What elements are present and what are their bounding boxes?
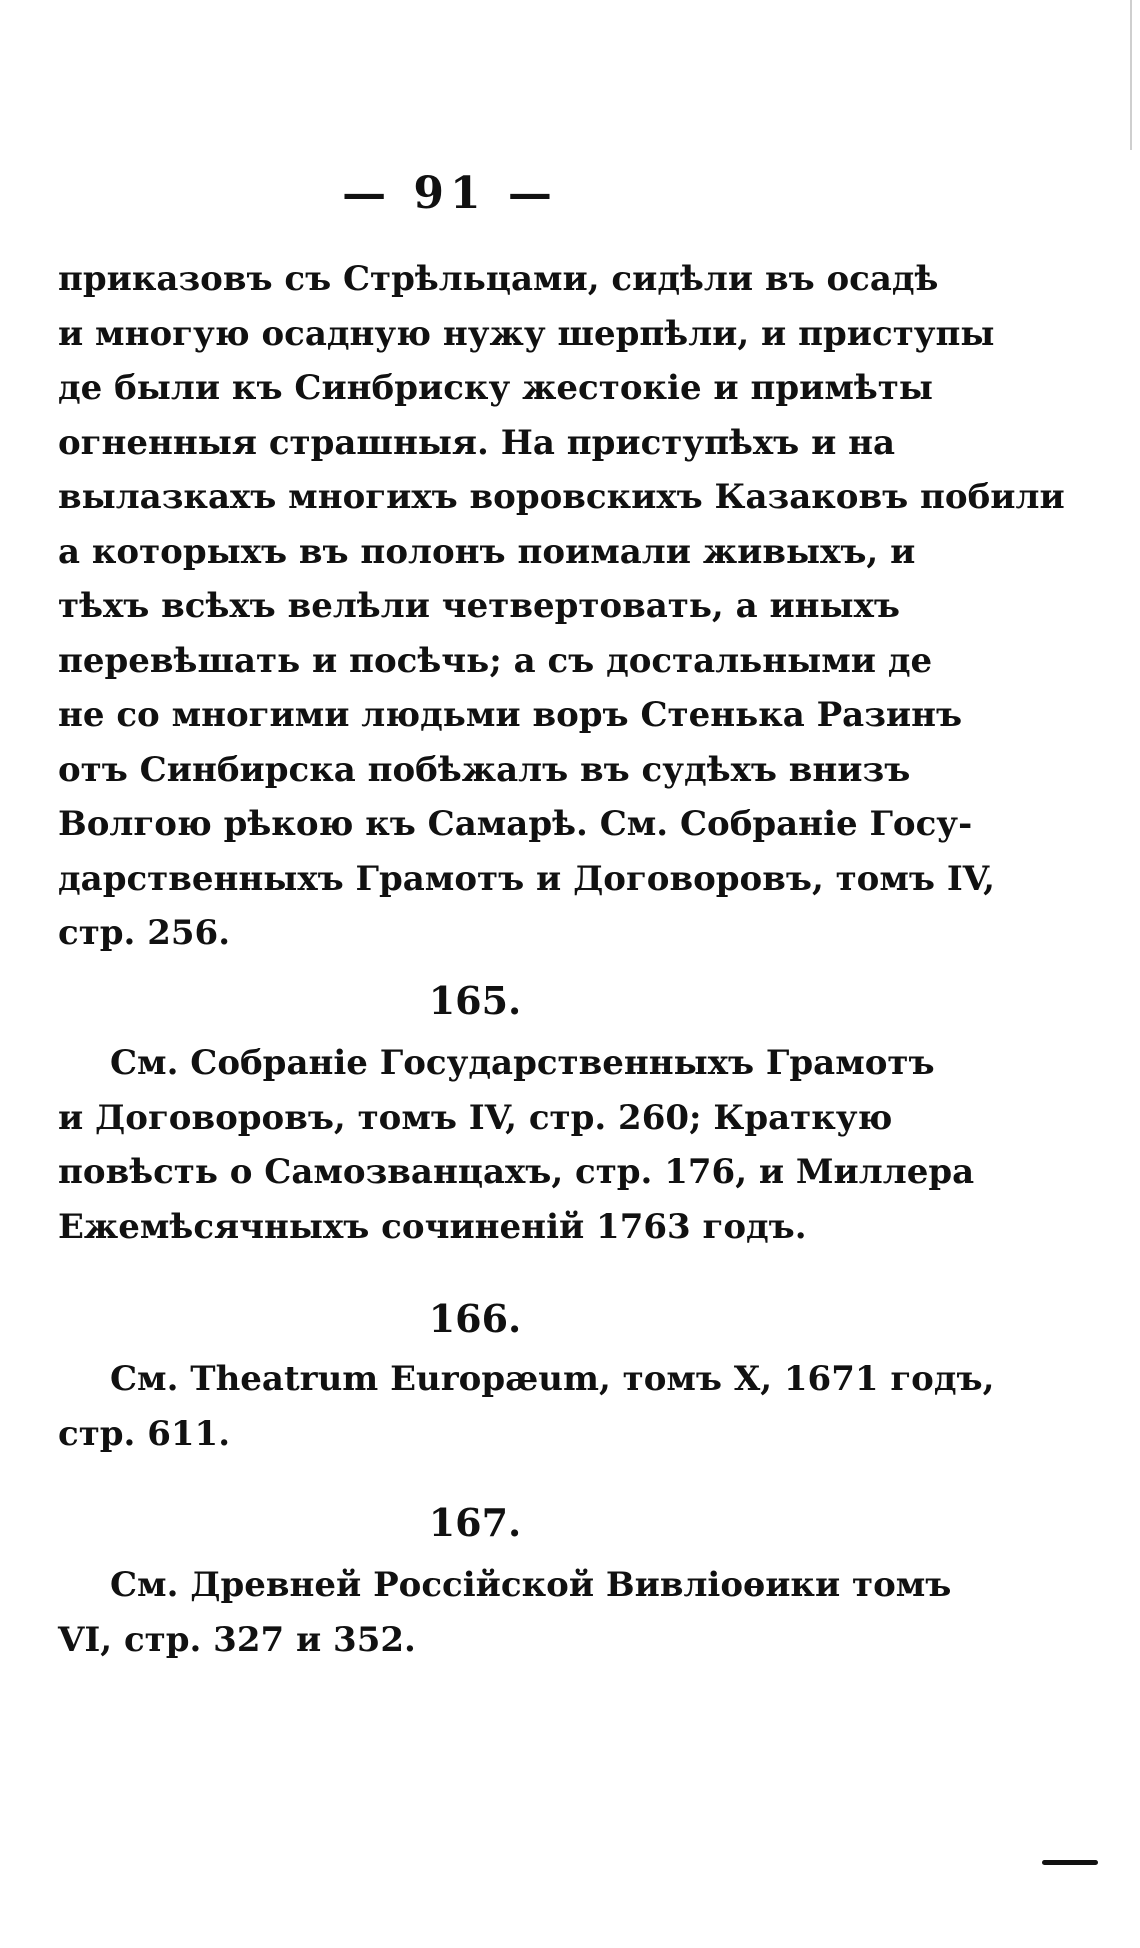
note-165-text — [58, 1036, 975, 1254]
text-line: перевѣшать и посѣчь; а съ достальными де — [58, 640, 933, 681]
text-line: VI, стр. 327 и 352. — [58, 1619, 416, 1660]
page-number: — 91 — — [342, 168, 558, 219]
text-line: отъ Синбирска побѣжалъ въ судѣхъ внизъ — [58, 749, 911, 790]
continuation-paragraph — [58, 252, 1065, 961]
text-line: приказовъ съ Стрѣльцами, сидѣли въ осадѣ — [58, 259, 939, 299]
page-edge-shadow — [1130, 0, 1132, 150]
decorative-dash — [1042, 1860, 1098, 1865]
note-number-165: 165. — [428, 978, 522, 1023]
text-line: огненныя страшныя. На приступѣхъ и на — [58, 422, 896, 463]
text-line: тѣхъ всѣхъ велѣли четвертовать, а иныхъ — [58, 586, 900, 626]
text-line: де были къ Синбриску жестокіе и примѣты — [58, 368, 933, 408]
text-line: и Договоровъ, томъ IV, стр. 260; Краткую — [58, 1097, 893, 1138]
text-line: а которыхъ въ полонъ поимали живыхъ, и — [58, 531, 916, 572]
note-167-text — [58, 1558, 952, 1667]
note-number-167: 167. — [428, 1500, 522, 1545]
text-line: См. Theatrum Europæum, томъ X, 1671 годъ, — [110, 1359, 995, 1399]
text-line: повѣсть о Самозванцахъ, стр. 176, и Миллера — [58, 1152, 975, 1192]
text-line: дарственныхъ Грамотъ и Договоровъ, томъ IV, — [58, 858, 995, 899]
text-line: См. Древней Россійской Вивліоѳики томъ — [110, 1565, 952, 1605]
text-line: Волгою рѣкою къ Самарѣ. См. Собраніе Госу- — [58, 804, 973, 844]
text-line: Ежемѣсячныхъ сочиненій 1763 годъ. — [58, 1206, 807, 1247]
text-line: и многую осадную нужу шерпѣли, и приступы — [58, 313, 995, 354]
note-166-text — [58, 1352, 995, 1461]
text-line: не со многими людьми воръ Стенька Разинъ — [58, 695, 963, 735]
note-number-166: 166. — [428, 1296, 522, 1341]
text-line: вылазкахъ многихъ воровскихъ Казаковъ побили — [58, 477, 1065, 517]
text-line: См. Собраніе Государственныхъ Грамотъ — [110, 1043, 935, 1083]
text-line: стр. 611. — [58, 1413, 231, 1454]
text-line: стр. 256. — [58, 913, 231, 953]
